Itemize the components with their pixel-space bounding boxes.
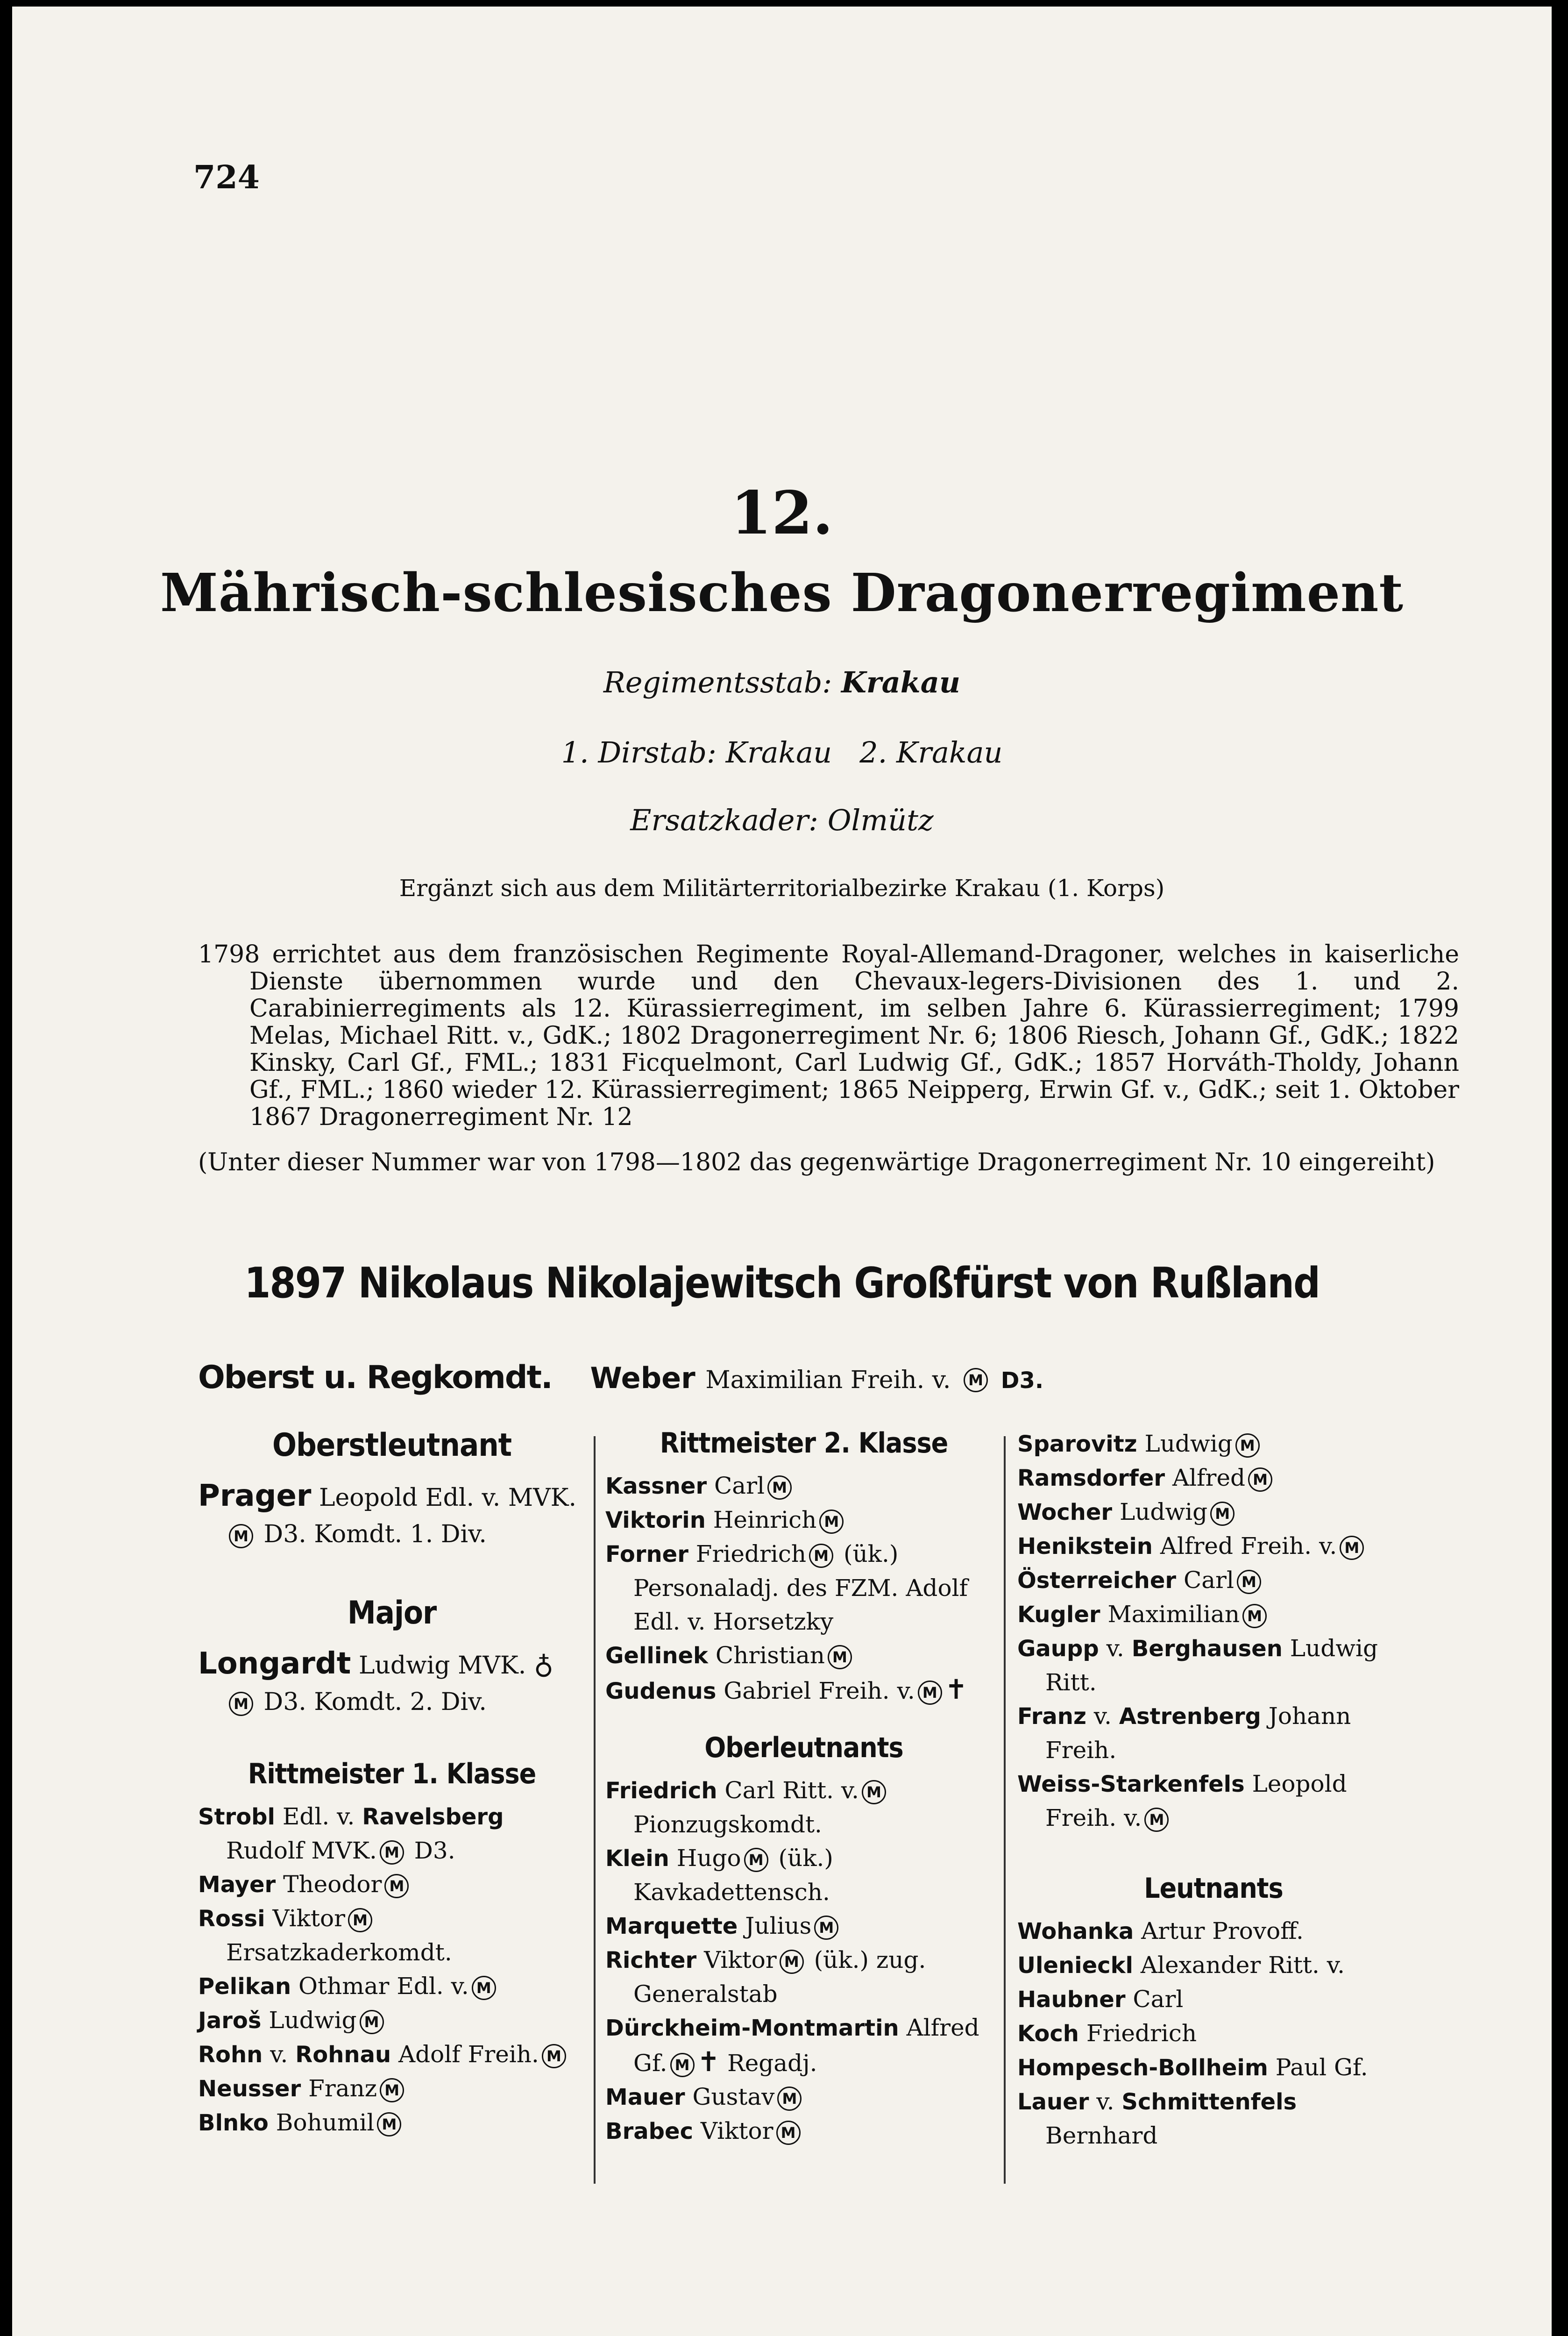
- officer-details: Bohumil: [268, 2109, 375, 2136]
- officer-surname: Dürckheim-Montmartin: [605, 2015, 899, 2041]
- officer-details: Viktor: [696, 1946, 777, 1973]
- officer-entry: [198, 2037, 586, 2072]
- medal-icon: M: [780, 1950, 804, 1974]
- officer-details: Carl: [707, 1472, 765, 1499]
- officer-list: [605, 1773, 1002, 2148]
- officer-entry: [1017, 2016, 1410, 2051]
- regimentsstab-label: Regimentsstab:: [603, 665, 832, 699]
- officer-surname: Blnko: [198, 2110, 269, 2136]
- commander-given: Maximilian Freih. v.: [705, 1366, 951, 1394]
- officer-surname: Friedrich: [605, 1778, 717, 1804]
- officer-entry: [605, 1673, 1002, 1708]
- officer-entry: [1017, 1631, 1410, 1699]
- officer-predicate: Berghausen: [1131, 1636, 1283, 1662]
- officer-entry: [198, 1478, 586, 1553]
- officer-surname: Prager: [198, 1479, 312, 1513]
- officer-surname: Haubner: [1017, 1987, 1126, 2013]
- officer-surname: Forner: [605, 1541, 688, 1567]
- medal-icon: M: [767, 1475, 792, 1500]
- officer-details: Gustav: [685, 2083, 775, 2110]
- officer-predicate: Rohnau: [295, 2042, 391, 2068]
- officer-details: Rudolf MVK.: [226, 1837, 377, 1864]
- officer-surname: Rossi: [198, 1906, 265, 1932]
- medal-icon: M: [819, 1510, 844, 1534]
- commander-line: [198, 1359, 1043, 1396]
- officer-entry: [1017, 1982, 1410, 2016]
- medal-icon: M: [229, 1524, 253, 1548]
- officer-details: Leopold Edl. v. MVK.: [319, 1484, 576, 1512]
- officer-surname: Rohn: [198, 2042, 263, 2068]
- officer-details: Ludwig: [261, 2007, 357, 2034]
- officer-entry: [198, 1902, 586, 1969]
- officer-details: Ludwig: [1112, 1498, 1208, 1525]
- officer-entry: [198, 2072, 586, 2106]
- officer-surname: Strobl: [198, 1804, 275, 1830]
- column-divider: [1004, 1436, 1006, 2184]
- cross-icon: ✝: [697, 2046, 720, 2078]
- recruitment-note: Ergänzt sich aus dem Militärterritorialbezirke Krakau (1. Korps): [399, 875, 1165, 902]
- officer-entry: [1017, 1495, 1410, 1529]
- officer-list: [605, 1469, 1002, 1708]
- medal-icon: M: [1210, 1502, 1235, 1526]
- officer-predicate: Ravelsberg: [362, 1804, 504, 1830]
- officer-surname: Jaroš: [198, 2008, 262, 2034]
- officer-list: [198, 1800, 586, 2140]
- officer-remark: (ük.) zug. Generalstab: [633, 1946, 926, 2008]
- officer-surname: Sparovitz: [1017, 1431, 1137, 1457]
- officer-details: Viktor: [693, 2117, 773, 2144]
- medal-icon: M: [828, 1645, 852, 1669]
- section-heading-rittmeister-1: Rittmeister 1. Klasse: [248, 1758, 536, 1790]
- officer-entry: [198, 1645, 586, 1720]
- medal-icon: M: [380, 2078, 404, 2102]
- medal-icon: M: [964, 1368, 988, 1392]
- officer-surname: Longardt: [198, 1646, 351, 1681]
- officer-details: Carl: [1125, 1986, 1184, 2013]
- officer-surname: Ulenieckl: [1017, 1952, 1133, 1979]
- officer-details: Theodor: [276, 1871, 382, 1898]
- page-number: 724: [193, 159, 260, 196]
- officer-remark: Pionzugskomdt.: [633, 1811, 822, 1838]
- officer-entry: [1017, 1767, 1410, 1835]
- officer-surname: Wocher: [1017, 1499, 1113, 1525]
- section-heading-leutnants: Leutnants: [1144, 1872, 1283, 1905]
- decoration-icon: ♁: [533, 1648, 554, 1680]
- officer-entry: [1017, 2085, 1410, 2152]
- officer-entry: [605, 1469, 1002, 1503]
- officer-list: [1017, 1427, 1410, 1835]
- officer-surname: Pelikan: [198, 1973, 291, 2000]
- regimentsstab-line: [12, 665, 1552, 699]
- officer-entry: [1017, 1529, 1410, 1563]
- regiment-number: 12.: [731, 478, 833, 548]
- officer-details: Leopold Freih. v.: [1045, 1770, 1347, 1831]
- medal-icon: M: [1340, 1536, 1364, 1560]
- officer-surname: Weiss-Starkenfels: [1017, 1771, 1245, 1797]
- medal-icon: M: [377, 2112, 401, 2137]
- medal-icon: M: [229, 1692, 253, 1716]
- officer-surname: Wohanka: [1017, 1918, 1134, 1944]
- officer-entry: [605, 1537, 1002, 1638]
- column-right: [1017, 1427, 1410, 2152]
- medal-icon: M: [814, 1916, 838, 1940]
- medal-icon: M: [1242, 1604, 1267, 1628]
- officer-surname: Klein: [605, 1845, 669, 1872]
- ersatzkader-line: [12, 803, 1552, 837]
- medal-icon: M: [384, 1874, 409, 1898]
- officer-surname: Gaupp: [1017, 1636, 1099, 1662]
- officer-details: Maximilian: [1100, 1601, 1240, 1628]
- officer-entry: [605, 1773, 1002, 1841]
- officer-remark: (ük.) Kavkadettensch.: [633, 1845, 833, 1906]
- officer-entry: [1017, 1597, 1410, 1631]
- officer-remark: D3. Komdt. 2. Div.: [263, 1688, 487, 1716]
- section-heading-oberleutnants: Oberleutnants: [704, 1731, 903, 1764]
- book-page: [12, 7, 1552, 2336]
- officer-details: Heinrich: [705, 1506, 817, 1533]
- section-heading-major: Major: [347, 1595, 437, 1631]
- medal-icon: M: [809, 1544, 833, 1568]
- dirstab-line: 1. Dirstab: Krakau 2. Krakau: [561, 735, 1003, 769]
- officer-entry: [1017, 1563, 1410, 1597]
- ersatzkader-value: Olmütz: [827, 803, 934, 837]
- officer-entry: [198, 1867, 586, 1902]
- officer-list: [1017, 1914, 1410, 2152]
- officer-surname: Gellinek: [605, 1643, 708, 1669]
- officer-details: Johann Freih.: [1045, 1702, 1351, 1764]
- officer-details: Bernhard: [1045, 2122, 1158, 2149]
- officer-details: Adolf Freih.: [391, 2041, 539, 2068]
- officer-details: Paul Gf.: [1268, 2054, 1368, 2081]
- officer-details: Julius: [738, 1912, 812, 1939]
- regiment-history: 1798 errichtet aus dem französischen Regimente Royal-Allemand-Dragoner, welches in kaiserliche Dienste übernommen wurde und den Chevaux-legers-Divisionen des 1. und 2. Carabinierregiments als 12. Kürassierregiment, im selben Jahre 6. Kürassierregiment; 1799 Melas, Michael Ritt. v., GdK.; 1802 Dragonerregiment Nr. 6; 1806 Riesch, Johann Gf., GdK.; 1822 Kinsky, Carl Gf., FML.; 1831 Ficquelmont, Carl Ludwig Gf., GdK.; 1857 Horváth-Tholdy, Johann Gf., FML.; 1860 wieder 12. Kürassierregiment; 1865 Neipperg, Erwin Gf. v., GdK.; seit 1. Oktober 1867 Dragonerregiment Nr. 12: [198, 940, 1459, 1131]
- regiment-owner: 1897 Nikolaus Nikolajewitsch Großfürst von Rußland: [244, 1259, 1320, 1308]
- officer-surname: Hompesch-Bollheim: [1017, 2055, 1268, 2081]
- officer-details: Gabriel Freih. v.: [716, 1677, 915, 1704]
- medal-icon: M: [777, 2087, 802, 2111]
- medal-icon: M: [776, 2121, 801, 2145]
- officer-surname: Viktorin: [605, 1507, 706, 1533]
- medal-icon: M: [918, 1681, 942, 1705]
- medal-icon: M: [670, 2053, 695, 2077]
- officer-surname: Mauer: [605, 2084, 685, 2110]
- officer-details: Ludwig MVK.: [358, 1652, 526, 1680]
- medal-icon: M: [1237, 1570, 1261, 1594]
- officer-surname: Mayer: [198, 1872, 276, 1898]
- column-left: [198, 1427, 586, 2140]
- officer-surname: Kugler: [1017, 1602, 1100, 1628]
- officer-entry: [605, 2080, 1002, 2114]
- regimentsstab-value: Krakau: [841, 665, 960, 699]
- officer-details: Christian: [708, 1642, 825, 1669]
- officer-particle: v.: [263, 2041, 296, 2068]
- officer-surname: Lauer: [1017, 2089, 1089, 2115]
- commander-rank: Oberst u. Regkomdt.: [198, 1359, 552, 1396]
- officer-entry: [605, 2011, 1002, 2080]
- section-heading-rittmeister-2: Rittmeister 2. Klasse: [660, 1427, 948, 1460]
- officer-details: Alfred Gf.: [633, 2014, 979, 2077]
- officer-surname: Henikstein: [1017, 1533, 1153, 1560]
- officer-surname: Franz: [1017, 1703, 1086, 1730]
- officer-surname: Gudenus: [605, 1678, 717, 1704]
- medal-icon: M: [472, 1976, 496, 2000]
- medal-icon: M: [862, 1780, 886, 1804]
- column-middle: [605, 1427, 1002, 2148]
- officer-details: Ludwig Ritt.: [1045, 1635, 1378, 1696]
- officer-details: Othmar Edl. v.: [291, 1973, 469, 2000]
- officer-entry: [1017, 1914, 1410, 1948]
- officer-surname: Koch: [1017, 2021, 1079, 2047]
- commander-name: Weber: [590, 1361, 695, 1395]
- officer-entry: [198, 2003, 586, 2037]
- officer-details: Viktor: [265, 1905, 346, 1932]
- officer-entry: [1017, 1948, 1410, 1982]
- medal-icon: M: [744, 1848, 768, 1872]
- officer-remark: D3. Komdt. 1. Div.: [263, 1520, 487, 1548]
- officer-details: Ludwig: [1137, 1430, 1233, 1457]
- officer-entry: [605, 1638, 1002, 1673]
- officer-particle: v.: [1089, 2088, 1122, 2115]
- officer-entry: [198, 2106, 586, 2140]
- medal-icon: M: [1235, 1433, 1260, 1458]
- officer-details: Franz: [301, 2075, 377, 2102]
- medal-icon: M: [542, 2044, 566, 2068]
- officer-remark: Ersatzkaderkomdt.: [226, 1939, 452, 1966]
- regiment-title: Mährisch-schlesisches Dragonerregiment: [160, 563, 1404, 624]
- officer-particle: v.: [1086, 1702, 1119, 1730]
- officer-surname: Österreicher: [1017, 1567, 1177, 1594]
- officer-remark: (ük.) Personaladj. des FZM. Adolf Edl. v. Horsetzky: [633, 1540, 968, 1635]
- officer-details: Alexander Ritt. v.: [1133, 1951, 1345, 1979]
- cross-icon: ✝: [944, 1674, 968, 1705]
- column-divider: [594, 1436, 596, 2184]
- officer-entry: [198, 1800, 586, 1867]
- officer-predicate: Schmittenfels: [1121, 2089, 1297, 2115]
- officer-details: Carl: [1176, 1567, 1234, 1594]
- officer-details: Hugo: [669, 1845, 741, 1872]
- officer-particle: Edl. v.: [275, 1803, 362, 1830]
- officer-entry: [605, 1943, 1002, 2011]
- medal-icon: M: [360, 2010, 384, 2034]
- officer-surname: Ramsdorfer: [1017, 1465, 1165, 1491]
- officer-details: Friedrich: [688, 1540, 807, 1567]
- officer-entry: [605, 1503, 1002, 1537]
- officer-entry: [605, 2114, 1002, 2148]
- officer-particle: v.: [1099, 1635, 1132, 1662]
- officer-remark: D3.: [406, 1837, 455, 1864]
- officer-entry: [1017, 1699, 1410, 1767]
- officer-entry: [605, 1909, 1002, 1943]
- officer-entry: [605, 1841, 1002, 1909]
- officer-surname: Brabec: [605, 2118, 694, 2144]
- officer-predicate: Astrenberg: [1119, 1703, 1261, 1730]
- officer-entry: [1017, 2051, 1410, 2085]
- officer-remark: Regadj.: [720, 2050, 817, 2077]
- officer-details: Artur Provoff.: [1134, 1917, 1304, 1944]
- officer-details: Alfred Freih. v.: [1152, 1532, 1337, 1560]
- officer-entry: [198, 1969, 586, 2003]
- officer-entry: [1017, 1427, 1410, 1461]
- officer-surname: Richter: [605, 1947, 697, 1973]
- officer-surname: Marquette: [605, 1913, 738, 1939]
- medal-icon: M: [380, 1840, 404, 1865]
- officer-surname: Kassner: [605, 1473, 707, 1499]
- officer-details: Alfred: [1165, 1464, 1246, 1491]
- officer-details: Friedrich: [1078, 2020, 1197, 2047]
- section-heading-oberstleutnant: Oberstleutnant: [272, 1427, 512, 1464]
- medal-icon: M: [1144, 1808, 1169, 1832]
- officer-entry: [1017, 1461, 1410, 1495]
- regiment-history-note: (Unter dieser Nummer war von 1798—1802 das gegenwärtige Dragonerregiment Nr. 10 eingereiht): [198, 1148, 1435, 1176]
- commander-rest: D3.: [1000, 1367, 1044, 1394]
- medal-icon: M: [1248, 1467, 1272, 1492]
- officer-details: Carl Ritt. v.: [717, 1777, 859, 1804]
- officer-surname: Neusser: [198, 2076, 301, 2102]
- ersatzkader-label: Ersatzkader:: [630, 803, 818, 837]
- medal-icon: M: [348, 1908, 372, 1932]
